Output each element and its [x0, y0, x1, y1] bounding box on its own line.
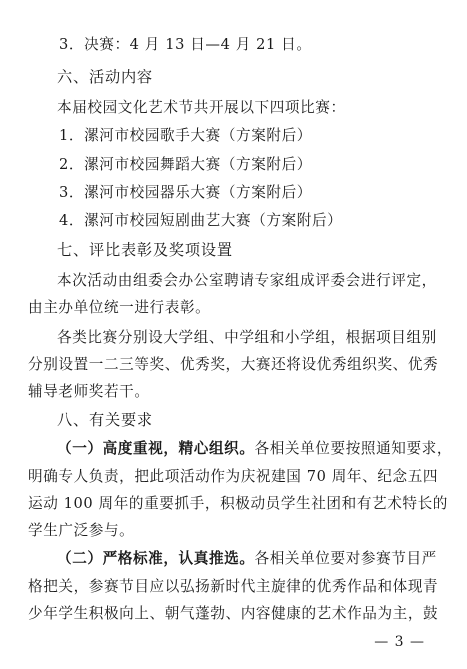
schedule-final-line: 3．决赛：4 月 13 日—4 月 21 日。	[59, 36, 312, 53]
awards-paragraph-line-1: 本次活动由组委会办公室聘请专家组成评委会进行评定，	[57, 272, 437, 289]
competition-item-instrumental: 3．漯河市校园器乐大赛（方案附后）	[59, 184, 312, 201]
requirement-2-line-2: 格把关，参赛节目应以弘扬新时代主旋律的优秀作品和体现青	[28, 578, 439, 595]
section-heading-requirements: 八、有关要求	[57, 411, 153, 429]
section-heading-activity-content: 六、活动内容	[57, 68, 153, 86]
requirement-2-line-1	[0, 548, 467, 570]
groups-paragraph-line-3: 辅导老师奖若干。	[28, 383, 150, 400]
requirement-1-line-1	[0, 438, 467, 460]
activity-intro-line: 本届校园文化艺术节共开展以下四项比赛：	[57, 99, 346, 116]
requirement-1-line-4: 学生广泛参与。	[28, 522, 135, 539]
competition-item-dance: 2．漯河市校园舞蹈大赛（方案附后）	[59, 156, 312, 173]
requirement-2-title: （二）严格标准，认真推选。	[57, 550, 255, 567]
requirement-2-line-3: 少年学生积极向上、朝气蓬勃、内容健康的艺术作品为主，鼓	[28, 605, 439, 622]
competition-item-singer: 1．漯河市校园歌手大赛（方案附后）	[59, 127, 312, 144]
requirement-1-line-2: 明确专人负责，把此项活动作为庆祝建国 70 周年、纪念五四	[28, 468, 439, 485]
requirement-2-text: 各相关单位要对参赛节目严	[254, 550, 437, 567]
requirement-1-line-3: 运动 100 周年的重要抓手，积极动员学生社团和有艺术特长的	[28, 495, 448, 512]
section-heading-awards: 七、评比表彰及奖项设置	[57, 241, 233, 259]
groups-paragraph-line-2: 分别设置一二三等奖、优秀奖，大赛还将设优秀组织奖、优秀	[28, 356, 439, 373]
awards-paragraph-line-2: 由主办单位统一进行表彰。	[28, 299, 211, 316]
page-number: — 3 —	[374, 634, 425, 650]
competition-item-drama: 4．漯河市校园短剧曲艺大赛（方案附后）	[59, 212, 343, 229]
requirement-1-text: 各相关单位要按照通知要求，	[254, 440, 453, 457]
groups-paragraph-line-1: 各类比赛分别设大学组、中学组和小学组，根据项目组别	[57, 329, 437, 346]
requirement-1-title: （一）高度重视，精心组织。	[57, 440, 255, 457]
